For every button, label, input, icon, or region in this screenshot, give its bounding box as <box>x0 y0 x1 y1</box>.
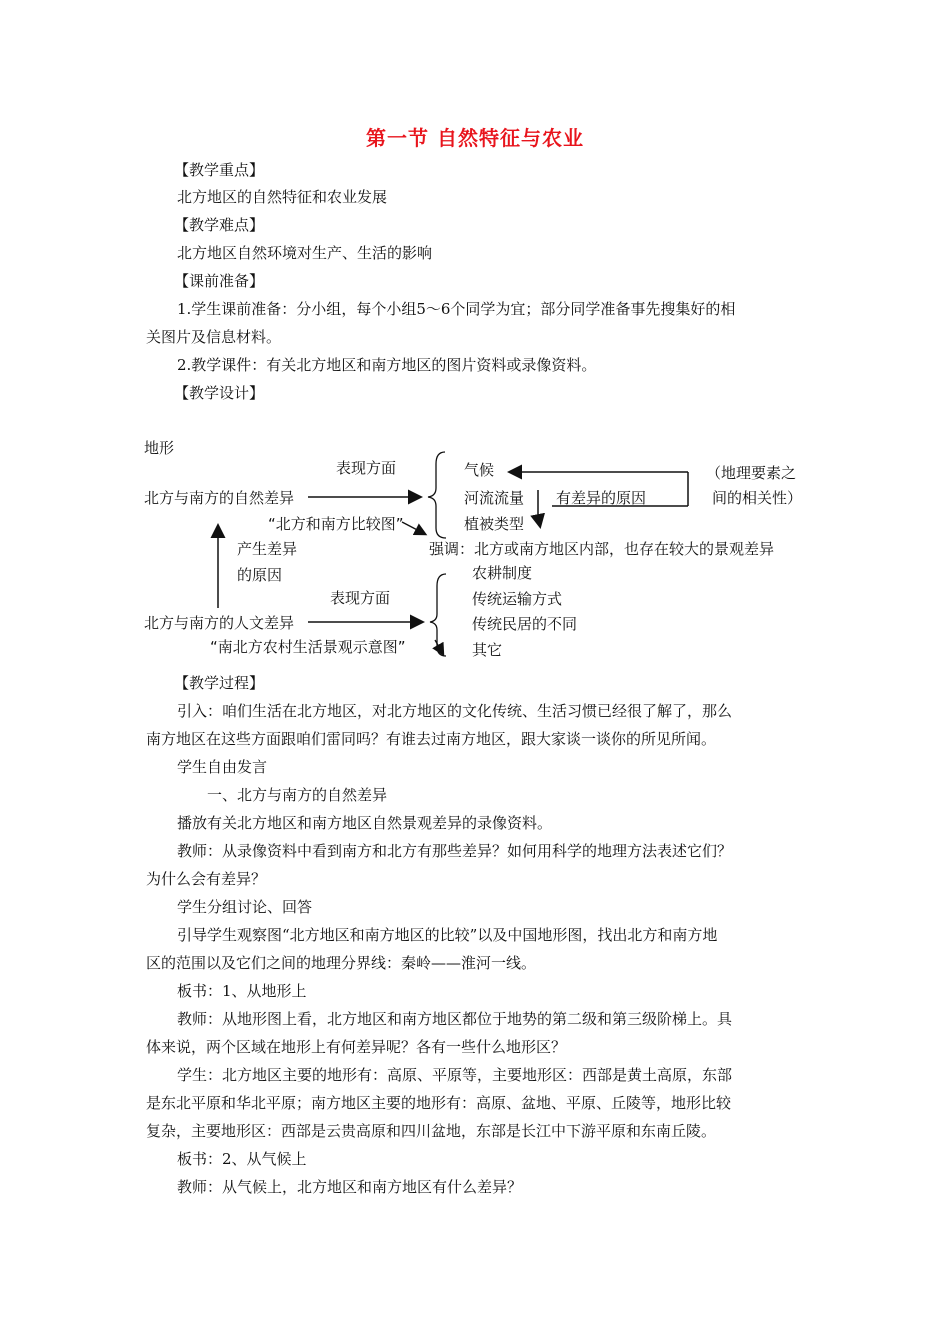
terrain-label: 地形 <box>144 439 175 457</box>
process-p7a: 引导学生观察图“北方地区和南方地区的比较”以及中国地形图，找出北方和南方地 <box>177 926 718 944</box>
process-p10b: 是东北平原和华北平原；南方地区主要的地形有：高原、盆地、平原、丘陵等，地形比较 <box>146 1094 732 1112</box>
others-label: 其它 <box>472 641 503 659</box>
show-aspect-top: 表现方面 <box>336 459 397 477</box>
process-p6: 学生分组讨论、回答 <box>177 898 313 916</box>
process-p10a: 学生：北方地区主要的地形有：高原、平原等，主要地形区：西部是黄土高原，东部 <box>177 1066 733 1084</box>
bottom-brace <box>430 574 446 656</box>
prep-line-2: 2.教学课件：有关北方地区和南方地区的图片资料或录像资料。 <box>177 356 597 374</box>
process-p10c: 复杂，主要地形区：西部是云贵高原和四川盆地，东部是长江中下游平原和东南丘陵。 <box>146 1122 717 1140</box>
process-p5b: 为什么会有差异？ <box>146 870 267 888</box>
process-p9b: 体来说，两个区域在地形上有何差异呢？各有一些什么地形区？ <box>146 1038 567 1056</box>
process-p4: 播放有关北方地区和南方地区自然景观差异的录像资料。 <box>177 814 553 832</box>
concept-diagram <box>140 430 820 670</box>
cause-label: 有差异的原因 <box>556 489 647 507</box>
prep-line-1: 1.学生课前准备：分小组，每个小组5～6个同学为宜；部分同学准备事先搜集好的相 <box>177 300 736 318</box>
process-p1a: 引入：咱们生活在北方地区，对北方地区的文化传统、生活习惯已经很了解了，那么 <box>177 702 733 720</box>
vegetation-label: 植被类型 <box>464 515 525 533</box>
process-p8: 板书：1、从地形上 <box>177 982 307 1000</box>
top-brace <box>428 452 446 538</box>
compare-map-label: “北方和南方比较图” <box>268 515 404 533</box>
cause-arrow-down <box>538 516 540 526</box>
process-p5a: 教师：从录像资料中看到南方和北方有那些差异？如何用科学的地理方法表述它们？ <box>177 842 733 860</box>
key-points-heading: 【教学重点】 <box>174 161 265 179</box>
human-diff-label: 北方与南方的人文差异 <box>144 614 295 632</box>
climate-label: 气候 <box>464 461 495 479</box>
river-flow-label: 河流流量 <box>464 489 525 507</box>
process-heading: 【教学过程】 <box>174 674 265 692</box>
rural-map-label: “南北方农村生活景观示意图” <box>210 638 406 656</box>
farming-label: 农耕制度 <box>472 564 533 582</box>
produce-diff-1: 产生差异 <box>237 540 298 558</box>
process-p9a: 教师：从地形图上看，北方地区和南方地区都位于地势的第二级和第三级阶梯上。具 <box>177 1010 733 1028</box>
transport-label: 传统运输方式 <box>472 590 563 608</box>
prep-line-1-cont: 关图片及信息材料。 <box>146 328 282 346</box>
difficulty-text: 北方地区自然环境对生产、生活的影响 <box>177 244 433 262</box>
bottom-emphasis-arrow <box>435 640 443 654</box>
process-p11: 板书：2、从气候上 <box>177 1150 307 1168</box>
key-points-text: 北方地区的自然特征和农业发展 <box>177 188 388 206</box>
show-aspect-bottom: 表现方面 <box>330 589 391 607</box>
process-p1b: 南方地区在这些方面跟咱们雷同吗？有谁去过南方地区，跟大家谈一谈你的所见所闻。 <box>146 730 717 748</box>
difficulty-heading: 【教学难点】 <box>174 216 265 234</box>
page-title: 第一节 自然特征与农业 <box>366 126 584 150</box>
geo-relation-1: （地理要素之 <box>706 464 797 482</box>
process-p3: 一、北方与南方的自然差异 <box>207 786 388 804</box>
process-p2: 学生自由发言 <box>177 758 268 776</box>
natural-diff-label: 北方与南方的自然差异 <box>144 489 295 507</box>
prep-heading: 【课前准备】 <box>174 272 265 290</box>
process-p7b: 区的范围以及它们之间的地理分界线：秦岭——淮河一线。 <box>146 954 537 972</box>
emphasis-label: 强调：北方或南方地区内部，也存在较大的景观差异 <box>429 540 775 558</box>
geo-relation-2: 间的相关性） <box>712 489 803 507</box>
process-p12: 教师：从气候上，北方地区和南方地区有什么差异？ <box>177 1178 523 1196</box>
produce-diff-2: 的原因 <box>237 566 283 584</box>
emphasis-arrow <box>402 522 425 534</box>
design-heading: 【教学设计】 <box>174 384 265 402</box>
dwelling-label: 传统民居的不同 <box>472 615 578 633</box>
